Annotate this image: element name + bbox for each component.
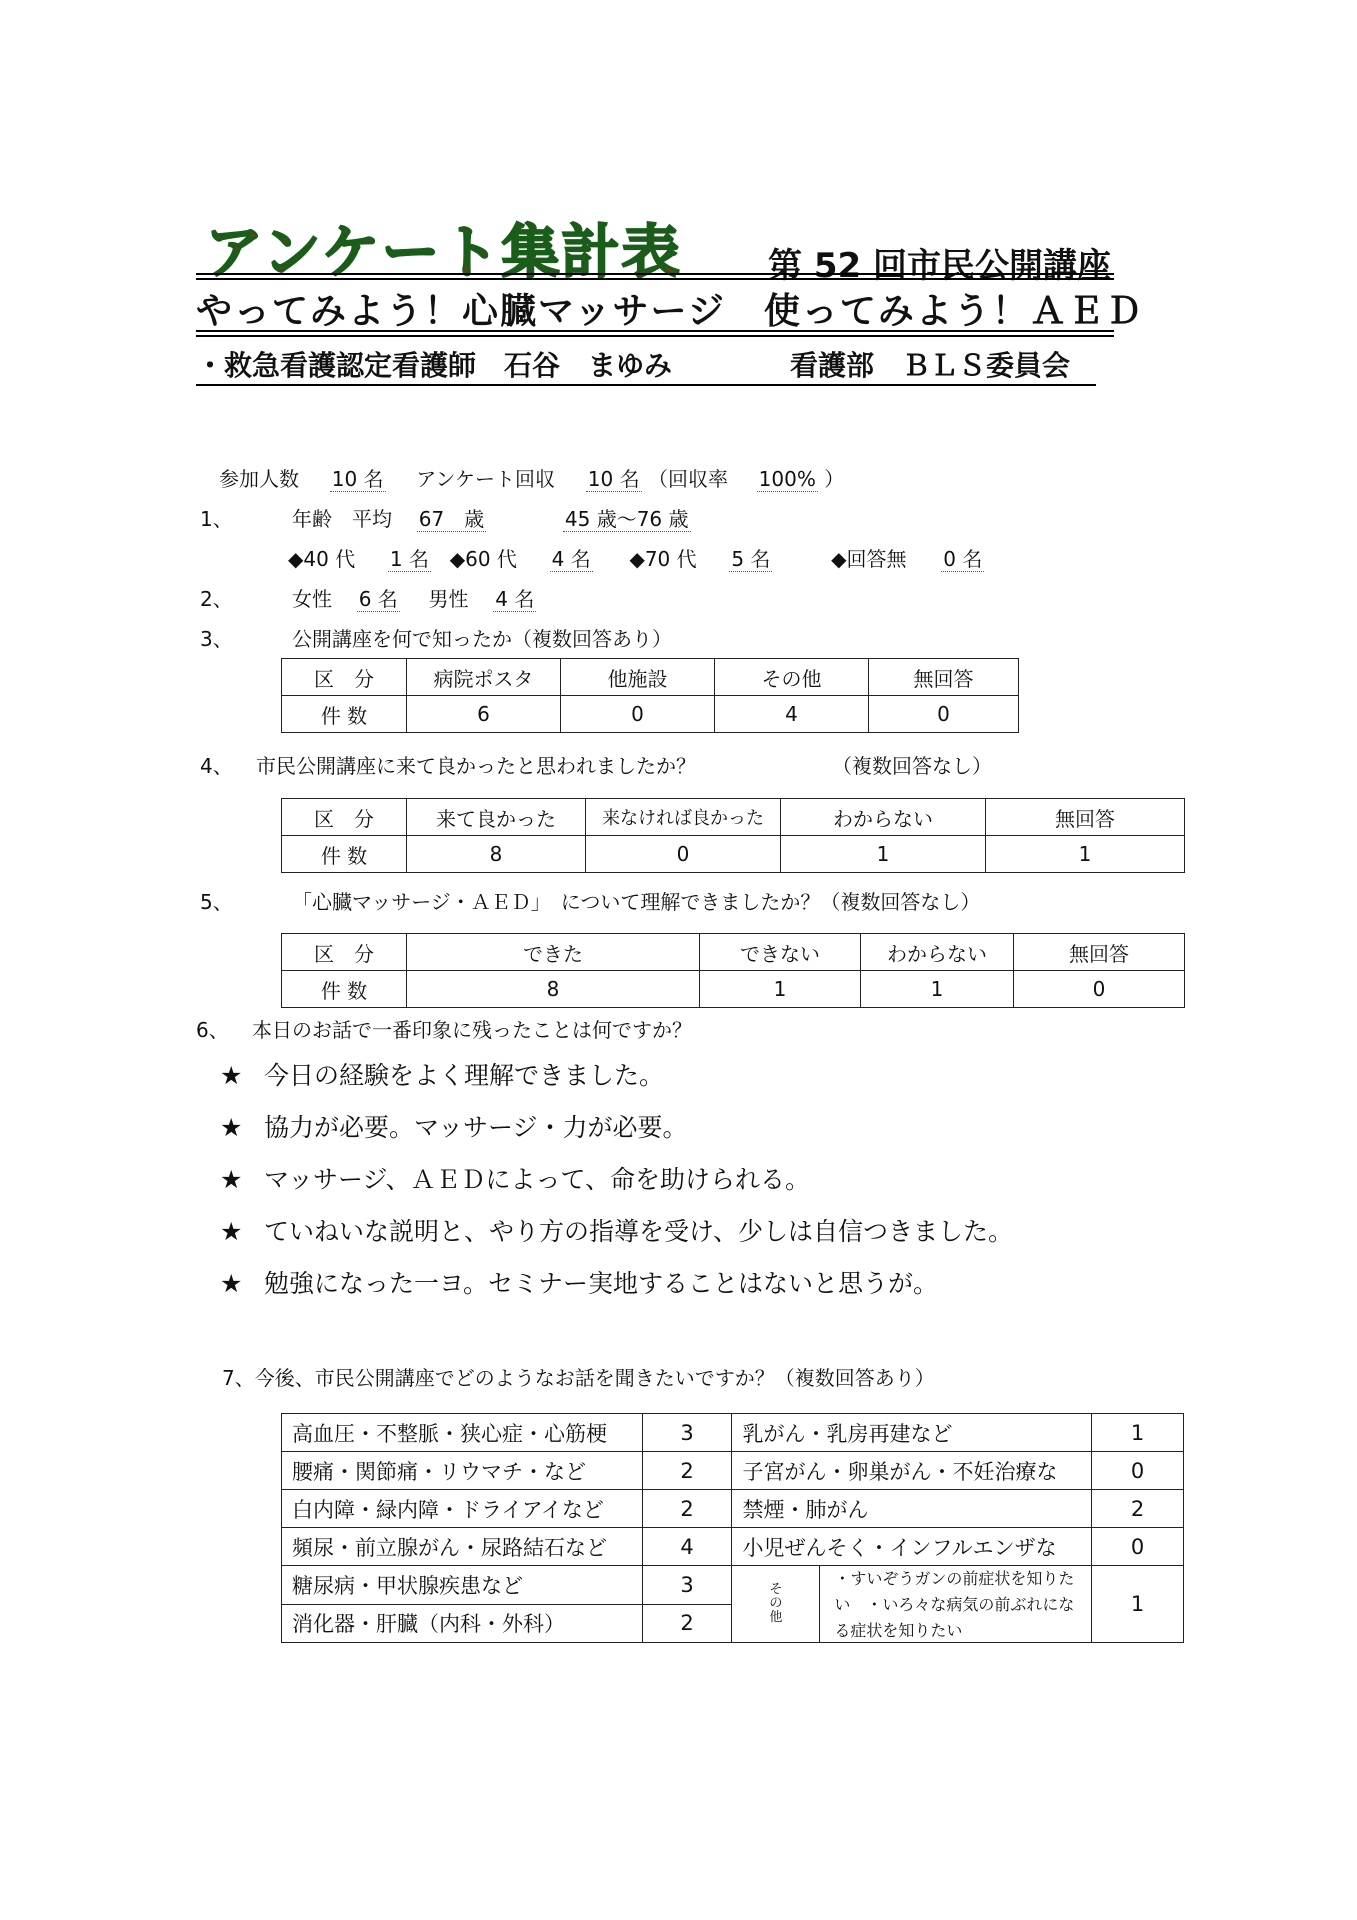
department: 看護部 ＢＬＳ委員会 (790, 349, 1071, 382)
responses-label: アンケート回収 (416, 467, 556, 491)
comment-item (220, 1056, 664, 1092)
table-row (282, 836, 1185, 873)
table-cell: 8 (407, 971, 700, 1008)
other-text-cell (820, 1566, 1092, 1643)
comment-text: マッサージ、ＡＥＤによって、命を助けられる。 (264, 1165, 811, 1194)
q1-line (292, 503, 691, 532)
column-header: できた (407, 934, 700, 971)
count-head: 件 数 (282, 696, 407, 733)
q4-number: 4、 (200, 754, 233, 778)
q3-number: 3、 (200, 627, 233, 651)
q5-table (281, 933, 1185, 1008)
q4-table (281, 798, 1185, 873)
participants-label: 参加人数 (219, 467, 299, 491)
title-underline (196, 273, 1114, 275)
count-cell: 2 (642, 1452, 732, 1490)
q3-question: 公開講座を何で知ったか（複数回答あり） (292, 627, 672, 651)
q4-question: 市民公開講座に来て良かったと思われましたか？ (256, 754, 696, 778)
count-cell: 1 (1092, 1566, 1184, 1643)
star-icon: ★ (220, 1217, 243, 1246)
column-header: できない (700, 934, 861, 971)
table-cell: 1 (986, 836, 1185, 873)
male-label: 男性 (428, 587, 469, 611)
rate-suffix: ） (824, 467, 845, 491)
star-icon: ★ (220, 1269, 243, 1298)
row-head: 区 分 (282, 799, 407, 836)
age-40-label: ◆40 代 (288, 547, 356, 571)
table-cell: 1 (781, 836, 986, 873)
topic-cell: 頻尿・前立腺がん・尿路結石など (282, 1528, 643, 1566)
age-60-value: 4 名 (551, 547, 591, 571)
lecture-series: 第 52 回市民公開講座 (768, 246, 1111, 286)
lecture-underline (196, 330, 1114, 332)
comment-item (220, 1160, 810, 1196)
presenter-line (196, 344, 1071, 384)
column-header: 病院ポスタ (407, 659, 561, 696)
lecture-underline-2 (196, 335, 1114, 337)
topic-cell: 禁煙・肺がん (732, 1490, 1092, 1528)
q7-table (281, 1413, 1184, 1643)
title-underline-2 (196, 278, 1114, 280)
female-value: 6 名 (358, 587, 398, 611)
comment-item (220, 1264, 938, 1300)
comment-item (220, 1212, 1013, 1248)
other-label-cell (732, 1566, 820, 1643)
column-header: わからない (861, 934, 1014, 971)
column-header: わからない (781, 799, 986, 836)
male-value: 4 名 (495, 587, 535, 611)
table-row (282, 1452, 1184, 1490)
q1-number: 1、 (200, 507, 233, 531)
comment-text: 勉強になった一ヨ。セミナー実地することはないと思うが。 (264, 1269, 939, 1298)
topic-cell: 白内障・緑内障・ドライアイなど (282, 1490, 643, 1528)
table-row (282, 1414, 1184, 1452)
q4-note: （複数回答なし） (832, 754, 992, 778)
count-cell: 2 (642, 1604, 732, 1643)
q1-range: 45 歳～76 歳 (564, 507, 689, 531)
count-cell: 0 (1092, 1528, 1184, 1566)
table-row (282, 696, 1019, 733)
q6-number: 6、 (196, 1018, 229, 1042)
column-header: 無回答 (869, 659, 1019, 696)
q5-number: 5、 (200, 890, 233, 914)
topic-cell: 子宮がん・卵巣がん・不妊治療な (732, 1452, 1092, 1490)
comment-text: 協力が必要。マッサージ・力が必要。 (264, 1113, 688, 1142)
count-cell: 4 (642, 1528, 732, 1566)
responses-value: 10 名 (587, 467, 640, 491)
comment-text: ていねいな説明と、やり方の指導を受け、少しは自信つきました。 (264, 1217, 1014, 1246)
age-40-value: 1 名 (389, 547, 429, 571)
q1-breakdown (288, 543, 984, 572)
table-row (282, 934, 1185, 971)
column-header: 他施設 (561, 659, 715, 696)
row-head: 区 分 (282, 934, 407, 971)
age-none-value: 0 名 (943, 547, 983, 571)
summary-line (219, 463, 844, 492)
q3-table (281, 658, 1019, 733)
count-cell: 1 (1092, 1414, 1184, 1452)
column-header: 無回答 (986, 799, 1185, 836)
column-header: その他 (715, 659, 869, 696)
age-60-label: ◆60 代 (449, 547, 517, 571)
count-cell: 3 (642, 1566, 732, 1605)
female-label: 女性 (292, 587, 332, 611)
q7-question: 7、今後、市民公開講座でどのようなお話を聞きたいですか？（複数回答あり） (222, 1366, 935, 1390)
star-icon: ★ (220, 1113, 243, 1142)
page-title: アンケート集計表 (205, 218, 682, 286)
lecture-title: やってみよう！心臓マッサージ 使ってみよう！ＡＥＤ (196, 291, 1144, 332)
q2-number: 2、 (200, 587, 233, 611)
comment-text: 今日の経験をよく理解できました。 (264, 1061, 665, 1090)
topic-cell: 高血圧・不整脈・狭心症・心筋梗 (282, 1414, 643, 1452)
table-cell: 0 (586, 836, 781, 873)
topic-cell: 乳がん・乳房再建など (732, 1414, 1092, 1452)
column-header: 無回答 (1014, 934, 1185, 971)
other-text: ・すいぞうガンの前症状を知りたい ・いろ々な病気の前ぶれになる症状を知りたい (834, 1569, 1075, 1640)
table-cell: 0 (1014, 971, 1185, 1008)
table-row (282, 1566, 1184, 1605)
participants-value: 10 名 (331, 467, 384, 491)
q1-average: 67 歳 (418, 507, 485, 531)
age-none-label: ◆回答無 (831, 547, 907, 571)
comment-item (220, 1108, 688, 1144)
table-cell: 0 (561, 696, 715, 733)
table-cell: 0 (869, 696, 1019, 733)
table-cell: 1 (700, 971, 861, 1008)
other-label: その他 (769, 1582, 783, 1625)
topic-cell: 糖尿病・甲状腺疾患など (282, 1566, 643, 1605)
table-cell: 6 (407, 696, 561, 733)
age-70-label: ◆70 代 (629, 547, 697, 571)
rate-value: 100% (758, 467, 816, 491)
star-icon: ★ (220, 1061, 243, 1090)
speaker: ・救急看護認定看護師 石谷 まゆみ (196, 349, 673, 382)
topic-cell: 小児ぜんそく・インフルエンザな (732, 1528, 1092, 1566)
age-70-value: 5 名 (731, 547, 771, 571)
topic-cell: 腰痛・関節痛・リウマチ・など (282, 1452, 643, 1490)
q5-question: 「心臓マッサージ・ＡＥＤ」 について理解できましたか？（複数回答なし） (292, 890, 981, 914)
q2-line (292, 583, 536, 612)
presenter-underline (196, 384, 1096, 386)
table-row (282, 659, 1019, 696)
count-cell: 3 (642, 1414, 732, 1452)
column-header: 来て良かった (407, 799, 586, 836)
column-header: 来なければ良かった (586, 799, 781, 836)
table-row (282, 971, 1185, 1008)
table-cell: 4 (715, 696, 869, 733)
count-head: 件 数 (282, 971, 407, 1008)
table-cell: 8 (407, 836, 586, 873)
topic-cell: 消化器・肝臓（内科・外科） (282, 1604, 643, 1643)
count-cell: 2 (642, 1490, 732, 1528)
star-icon: ★ (220, 1165, 243, 1194)
table-row (282, 799, 1185, 836)
table-row (282, 1528, 1184, 1566)
rate-prefix: （回収率 (647, 467, 728, 491)
q1-label: 年齢 平均 (292, 507, 392, 531)
q6-question: 本日のお話で一番印象に残ったことは何ですか？ (252, 1018, 692, 1042)
count-cell: 2 (1092, 1490, 1184, 1528)
count-head: 件 数 (282, 836, 407, 873)
row-head: 区 分 (282, 659, 407, 696)
table-row (282, 1490, 1184, 1528)
count-cell: 0 (1092, 1452, 1184, 1490)
table-cell: 1 (861, 971, 1014, 1008)
